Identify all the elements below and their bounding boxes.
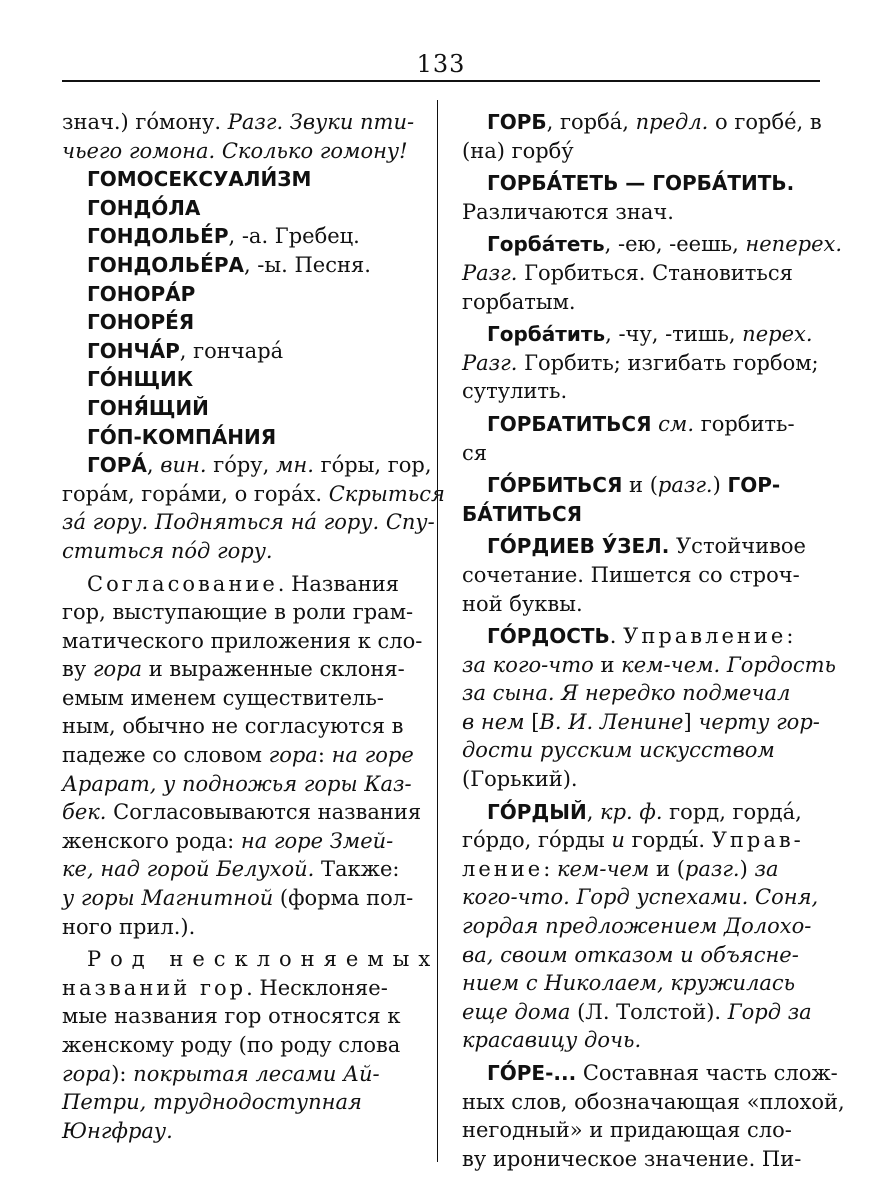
text-line: ной буквы. xyxy=(462,591,583,616)
text-line: горбатым. xyxy=(462,289,576,314)
text-line: у горы Магнитной (форма пол- xyxy=(62,886,414,911)
text-line: матического приложения к сло- xyxy=(62,628,423,653)
text-line: Разг. Горбить; изгибать горбом; xyxy=(462,350,819,375)
text-line: ГОРБАТИТЬСЯ см. горбить- xyxy=(487,411,795,436)
text-line: Горба́теть, -ею, -еешь, неперех. xyxy=(487,232,843,257)
text-line: ГОРБА́ТЕТЬ — ГОРБА́ТИТЬ. xyxy=(487,171,795,196)
text-line: Арарат, у подножья горы Каз- xyxy=(62,771,412,796)
text-line: ГОНДОЛЬЕ́РА, -ы. Песня. xyxy=(87,252,371,277)
header-rule xyxy=(62,80,820,82)
text-line: ГО́РДЫЙ, кр. ф. горд, горда́, xyxy=(487,799,802,824)
text-line: ГОНОРЕ́Я xyxy=(87,310,195,335)
text-line: ных слов, обозначающая «плохой, xyxy=(462,1089,845,1114)
text-line: ным, обычно не согласуются в xyxy=(62,714,404,739)
text-line: мые названия гор относятся к xyxy=(62,1004,401,1029)
text-line: Горба́тить, -чу, -тишь, перех. xyxy=(487,322,813,347)
text-line: нием с Николаем, кружилась xyxy=(462,971,796,996)
text-line: ся xyxy=(462,440,488,465)
text-line: ГО́НЩИК xyxy=(87,367,194,392)
text-line: негодный» и придающая сло- xyxy=(462,1118,792,1143)
text-line: Юнгфрау. xyxy=(62,1118,173,1143)
text-line: за сына. Я нередко подмечал xyxy=(462,681,791,706)
text-line: Различаются знач. xyxy=(462,199,674,224)
page-number: 133 xyxy=(416,50,466,78)
text-line: названий гор. Несклоняе- xyxy=(62,975,388,1000)
text-line: (на) горбу́ xyxy=(462,138,574,163)
text-line: гор, выступающие в роли грам- xyxy=(62,600,414,625)
text-line: женского рода: на горе Змей- xyxy=(62,828,394,853)
text-line: ление: кем-чем и (разг.) за xyxy=(462,856,779,881)
text-line: ГОНДОЛЬЕ́Р, -а. Гребец. xyxy=(87,224,360,249)
text-line: ГО́РБИТЬСЯ и (разг.) ГОР- xyxy=(487,473,781,498)
text-line: ГО́П-КОМПА́НИЯ xyxy=(87,424,277,449)
text-line: Разг. Горбиться. Становиться xyxy=(462,260,793,285)
text-line: за кого-что и кем-чем. Гордость xyxy=(462,652,836,677)
right-column xyxy=(462,108,845,1173)
text-line: дости русским искусством xyxy=(462,738,775,763)
text-line: ГОРБ, горба́, предл. о горбе́, в xyxy=(487,110,822,134)
text-line: гора): покрытая лесами Ай- xyxy=(62,1061,380,1086)
text-line: Согласование. Названия xyxy=(87,571,399,596)
text-line: ке, над горой Белухой. Также: xyxy=(62,857,400,882)
text-line: ГО́РДОСТЬ. Управление: xyxy=(487,624,794,649)
text-line: ГО́РДИЕВ У́ЗЕЛ. Устойчивое xyxy=(487,534,806,559)
text-line: чьего гомона. Сколько гомону! xyxy=(62,138,408,163)
text-line: кого-что. Горд успехами. Соня, xyxy=(462,885,819,910)
text-line: женскому роду (по роду слова xyxy=(62,1033,401,1057)
text-line: в нем [В. И. Ленине] черту гор- xyxy=(462,709,820,734)
text-line: ститься по́д гору. xyxy=(62,538,273,563)
text-line: ГОНДО́ЛА xyxy=(87,195,201,220)
text-line: ГОМОСЕКСУАЛИ́ЗМ xyxy=(87,167,312,192)
text-line: БА́ТИТЬСЯ xyxy=(462,501,583,526)
text-line: красавицу дочь. xyxy=(462,1028,642,1053)
text-line: ГОРА́, вин. го́ру, мн. го́ры, гор, xyxy=(87,453,432,478)
text-line: сутулить. xyxy=(462,379,568,404)
text-line: знач.) го́мону. Разг. Звуки пти- xyxy=(62,110,415,134)
text-line: ГОНЯ́ЩИЙ xyxy=(87,395,209,420)
text-line: Петри, труднодоступная xyxy=(62,1090,362,1115)
text-line: ГОНОРА́Р xyxy=(87,281,196,306)
text-line: ву ироническое значение. Пи- xyxy=(462,1146,802,1171)
text-line: (Горький). xyxy=(462,767,578,792)
text-line: Род несклоняемых xyxy=(87,947,440,972)
text-line: бек. Согласовываются названия xyxy=(62,800,422,825)
text-line: ного прил.). xyxy=(62,914,196,939)
text-line: за́ гору. Подняться на́ гору. Спу- xyxy=(62,510,435,535)
text-line: сочетание. Пишется со строч- xyxy=(462,562,800,587)
text-line: ГОНЧА́Р, гончара́ xyxy=(87,338,284,363)
text-line: ва, своим отказом и объясне- xyxy=(462,942,799,967)
text-line: падеже со словом гора: на горе xyxy=(62,743,414,768)
column-divider xyxy=(437,100,438,1162)
text-line: гордая предложением Долохо- xyxy=(462,914,812,939)
text-line: ГО́РЕ-... Составная часть слож- xyxy=(487,1061,838,1085)
text-line: ву гора и выраженные склоня- xyxy=(62,657,405,682)
text-line: емым именем существитель- xyxy=(62,685,384,710)
text-line: еще дома (Л. Толстой). Горд за xyxy=(462,999,812,1024)
text-line: гора́м, гора́ми, о гора́х. Скрыться xyxy=(62,481,445,506)
left-column xyxy=(62,108,445,1145)
text-line: го́рдо, го́рды и горды́. Управ- xyxy=(462,828,804,853)
